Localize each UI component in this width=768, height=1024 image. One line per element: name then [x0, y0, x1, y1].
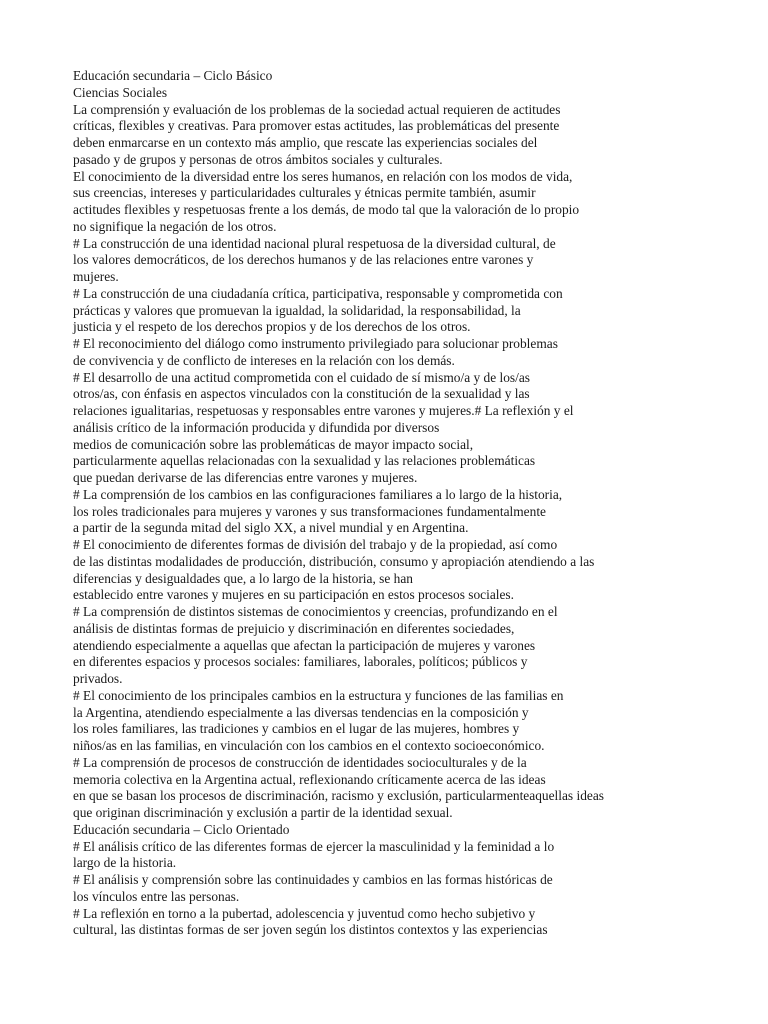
- text-line: # La comprensión de distintos sistemas de conocimientos y creencias, profundizando en el: [73, 604, 558, 619]
- text-line: cultural, las distintas formas de ser joven según los distintos contextos y las experiencias: [73, 922, 548, 938]
- text-line: # La construcción de una ciudadanía crítica, participativa, responsable y comprometida con: [73, 285, 563, 301]
- text-line: # El conocimiento de diferentes formas de división del trabajo y de la propiedad, así como: [73, 537, 558, 552]
- text-line: justicia y el respeto de los derechos propios y de los derechos de los otros.: [73, 319, 471, 335]
- text-line: relaciones igualitarias, respetuosas y responsables entre varones y mujeres.# La reflexión y el: [73, 403, 574, 418]
- text-line: # El análisis crítico de las diferentes formas de ejercer la masculinidad y la feminidad a lo: [73, 838, 555, 854]
- text-line: # El desarrollo de una actitud comprometida con el cuidado de sí mismo/a y de los/as: [73, 369, 531, 385]
- text-line: de las distintas modalidades de producción, distribución, consumo y apropiación atendiendo a las: [73, 553, 595, 569]
- text-line: otros/as, con énfasis en aspectos vinculados con la constitución de la sexualidad y las: [73, 386, 530, 402]
- text-line: actitudes flexibles y respetuosas frente a los demás, de modo tal que la valoración de lo propio: [73, 202, 580, 217]
- text-line: los vínculos entre las personas.: [73, 888, 240, 904]
- text-line: Educación secundaria – Ciclo Básico: [73, 68, 273, 83]
- text-line: medios de comunicación sobre las problemáticas de mayor impacto social,: [73, 436, 474, 452]
- text-line: no signifique la negación de los otros.: [73, 218, 277, 234]
- text-line: La comprensión y evaluación de los problemas de la sociedad actual requieren de actitudes: [73, 101, 561, 117]
- text-line: sus creencias, intereses y particularidades culturales y étnicas permite también, asumir: [73, 185, 536, 201]
- text-line: la Argentina, atendiendo especialmente a las diversas tendencias en la composición y: [73, 704, 529, 720]
- text-line: en diferentes espacios y procesos sociales: familiares, laborales, políticos; públicos y: [73, 654, 528, 670]
- text-line: prácticas y valores que promuevan la igualdad, la solidaridad, la responsabilidad, la: [73, 302, 521, 318]
- text-line: niños/as en las familias, en vinculación con los cambios en el contexto socioeconómico.: [73, 738, 545, 753]
- text-line: memoria colectiva en la Argentina actual, reflexionando críticamente acerca de las ideas: [73, 771, 546, 787]
- text-line: los valores democráticos, de los derechos humanos y de las relaciones entre varones y: [73, 252, 534, 268]
- text-line: análisis de distintas formas de prejuicio y discriminación en diferentes sociedades,: [73, 620, 515, 636]
- text-line: los roles familiares, las tradiciones y cambios en el lugar de las mujeres, hombres y: [73, 721, 520, 737]
- text-line: # El conocimiento de los principales cambios en la estructura y funciones de las familias en: [73, 687, 564, 703]
- text-line: Educación secundaria – Ciclo Orientado: [73, 821, 290, 837]
- text-line: análisis crítico de la información producida y difundida por diversos: [73, 419, 440, 435]
- document-page: [73, 68, 763, 939]
- text-line: # La construcción de una identidad nacional plural respetuosa de la diversidad cultural, de: [73, 235, 556, 251]
- text-line: de convivencia y de conflicto de intereses en la relación con los demás.: [73, 352, 455, 368]
- text-line: El conocimiento de la diversidad entre los seres humanos, en relación con los modos de vida,: [73, 168, 573, 184]
- text-line: los roles tradicionales para mujeres y varones y sus transformaciones fundamentalmente: [73, 503, 546, 519]
- text-line: pasado y de grupos y personas de otros ámbitos sociales y culturales.: [73, 151, 443, 167]
- text-line: # La comprensión de procesos de construcción de identidades socioculturales y de la: [73, 754, 527, 770]
- text-line: establecido entre varones y mujeres en su participación en estos procesos sociales.: [73, 587, 514, 603]
- text-line: # El análisis y comprensión sobre las continuidades y cambios en las formas históricas de: [73, 872, 553, 887]
- text-line: # La comprensión de los cambios en las configuraciones familiares a lo largo de la historia,: [73, 486, 563, 502]
- text-line: diferencias y desigualdades que, a lo largo de la historia, se han: [73, 570, 413, 586]
- text-line: privados.: [73, 671, 123, 686]
- text-line: # El reconocimiento del diálogo como instrumento privilegiado para solucionar problemas: [73, 336, 558, 351]
- text-line: largo de la historia.: [73, 855, 177, 871]
- text-line: deben enmarcarse en un contexto más amplio, que rescate las experiencias sociales del: [73, 135, 538, 150]
- text-line: particularmente aquellas relacionadas con la sexualidad y las relaciones problemáticas: [73, 453, 536, 469]
- text-line: a partir de la segunda mitad del siglo XX, a nivel mundial y en Argentina.: [73, 520, 469, 536]
- text-line: # La reflexión en torno a la pubertad, adolescencia y juventud como hecho subjetivo y: [73, 905, 536, 921]
- text-line: que originan discriminación y exclusión a partir de la identidad sexual.: [73, 805, 453, 820]
- text-line: en que se basan los procesos de discriminación, racismo y exclusión, particularmenteaquellas ideas: [73, 788, 604, 804]
- text-line: Ciencias Sociales: [73, 84, 168, 100]
- text-line: atendiendo especialmente a aquellas que afectan la participación de mujeres y varones: [73, 637, 536, 653]
- text-line: críticas, flexibles y creativas. Para promover estas actitudes, las problemáticas del presente: [73, 118, 560, 134]
- text-line: mujeres.: [73, 269, 119, 284]
- text-line: que puedan derivarse de las diferencias entre varones y mujeres.: [73, 470, 418, 485]
